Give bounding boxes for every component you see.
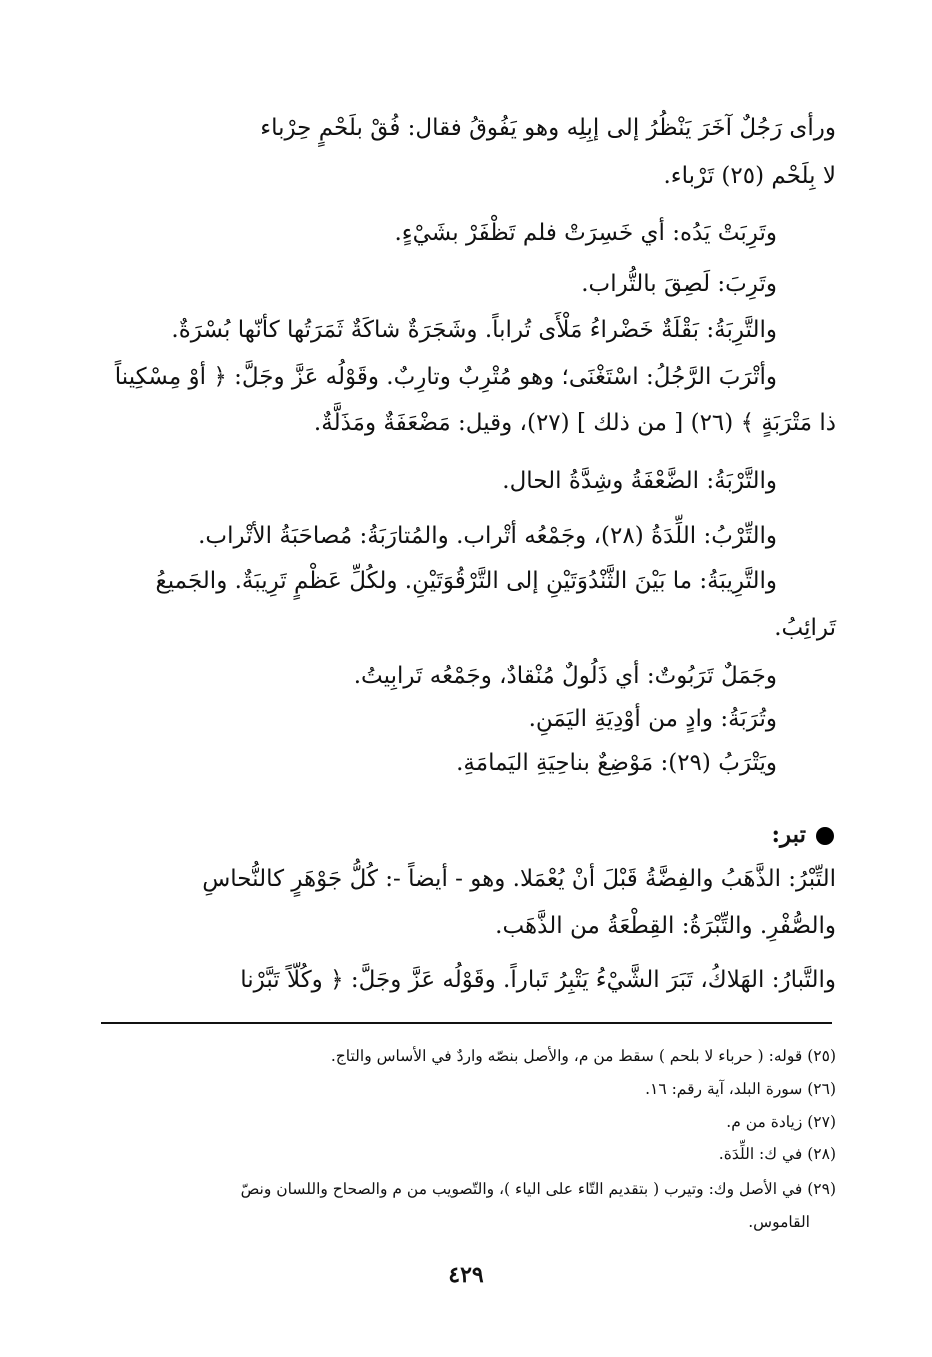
bullet-icon — [816, 827, 834, 845]
text-line: ذا مَتْرَبَةٍ ﴾ (٢٦) [ من ذلك ] (٢٧)، وقيل: مَضْعَفَةٌ ومَذَلَّةٌ. — [313, 410, 836, 436]
text-line: التِّبْرُ: الذَّهَبُ والفِضَّةُ قَبْلَ أنْ يُعْمَلا. وهو - أيضاً -: كُلُّ جَوْهَرٍ كالنُّحاسِ — [202, 866, 836, 892]
footnote: (٢٨) في ك: اللِّدَة. — [718, 1145, 836, 1163]
text-line: وأتْرَبَ الرَّجُلُ: اسْتَغْنَى؛ وهو مُتْرِبٌ وتارِبٌ. وقَوْلُه عَزَّ وجَلَّ: ﴿ أوْ مِسْكِيناً — [114, 364, 777, 390]
text-line: وتَرِبَ: لَصِقَ بالتُّراب. — [581, 271, 777, 297]
text-line: والتَّبارُ: الهَلاكُ، تَبَرَ الشَّيْءُ يَتْبِرُ تَباراً. وقَوْلُه عَزَّ وجَلَّ: ﴿ وكُلّاً تَبَّرْنا — [240, 967, 836, 993]
footnote: (٢٧) زيادة من م. — [726, 1113, 836, 1131]
text-line: ورأى رَجُلٌ آخَرَ يَنْظُرُ إلى إبِلِه وهو يَفُوقُ فقال: فُقْ بلَحْمٍ حِرْباء — [260, 115, 836, 141]
text-line: والتَّرِبَةُ: بَقْلَةٌ خَضْراءُ مَلْأَى تُراباً. وشَجَرَةٌ شاكَةٌ ثَمَرَتُها كأنّها بُسْرَةٌ. — [171, 317, 777, 343]
text-line: وجَمَلٌ تَرَبُوتٌ: أي ذَلُولٌ مُنْقادٌ، وجَمْعُه تَرابِيتُ. — [353, 663, 777, 689]
text-line: والتَّرْبَةُ: الضَّعْفَةُ وشِدَّةُ الحال. — [502, 468, 777, 494]
text-line: وتُرَبَةُ: وادٍ من أوْدِيَةِ اليَمَنِ. — [528, 706, 777, 732]
footnote: (٢٦) سورة البلد، آية رقم: ١٦. — [645, 1080, 836, 1098]
footnote-continuation: القاموس. — [748, 1213, 810, 1231]
text-line: والتَّرِيبَةُ: ما بَيْنَ الثَّنْدُوَتَيْنِ إلى التَّرْقُوَتَيْنِ. ولكُلِّ عَظْمٍ تَرِيبَةٌ. والجَميعُ — [155, 568, 777, 594]
text-line: تَرائِبُ. — [774, 615, 836, 641]
text-line: والصُّفْرِ. والتِّبْرَةُ: القِطْعَةُ من الذَّهَب. — [495, 913, 836, 939]
page-number: ٤٢٩ — [448, 1262, 484, 1288]
text-line: والتِّرْبُ: اللِّدَةُ (٢٨)، وجَمْعُه أتْراب. والمُتارَبَةُ: مُصاحَبَةُ الأتْراب. — [198, 523, 777, 549]
text-line: ويَتْرَبُ (٢٩): مَوْضِعٌ بناحِيَةِ اليَمامَةِ. — [456, 750, 777, 776]
entry-heading — [771, 818, 834, 852]
footnote: (٢٩) في الأصل وك: وتيرب ( بتقديم التّاء على الياء )، والتّصويب من م والصحاح واللسان ونصّ — [240, 1180, 836, 1198]
text-line: لا بِلَحْم (٢٥) تَرْباء. — [663, 163, 836, 189]
entry-heading-text: تبر: — [771, 821, 806, 848]
footnote-divider — [101, 1022, 832, 1024]
text-line: وتَرِبَتْ يَدُه: أي خَسِرَتْ فلم تَظْفَرْ بشَيْءٍ. — [394, 220, 777, 246]
footnote: (٢٥) قوله: ( حرباء لا بلحم ) سقط من م، والأصل بنصّه واردٌ في الأساس والتاج. — [330, 1047, 836, 1065]
